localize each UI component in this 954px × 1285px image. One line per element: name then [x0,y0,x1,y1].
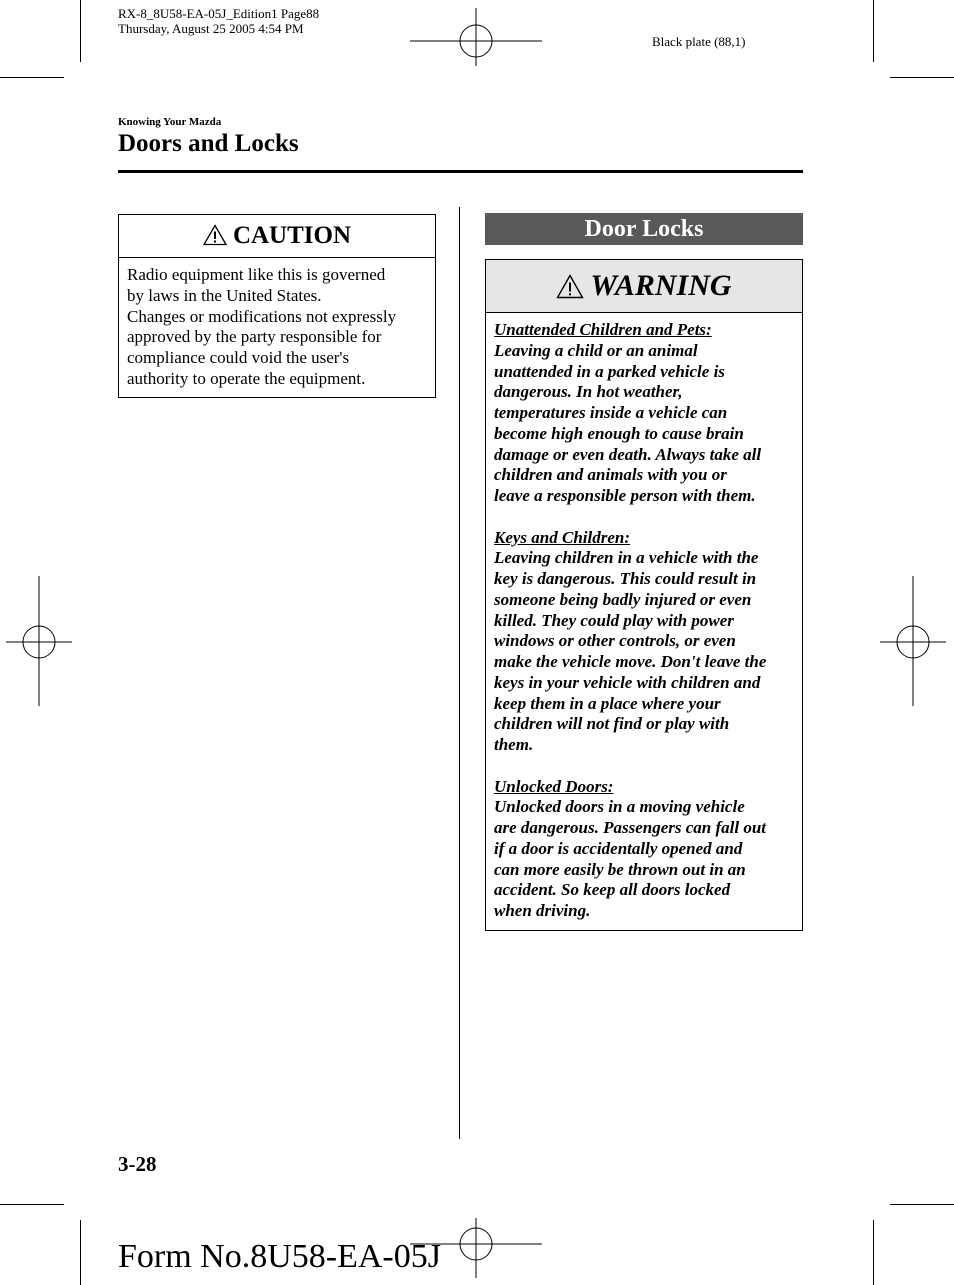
registration-mark-left [6,576,72,706]
warning-line: become high enough to cause brain [494,423,744,443]
warning-line: leave a responsible person with them. [494,486,756,505]
door-locks-heading: Door Locks [485,213,803,245]
print-info [118,6,319,36]
caution-body [119,258,435,397]
crop-mark [873,1220,874,1285]
warning-line: when driving. [494,901,591,920]
warning-line: someone being badly injured or even [494,589,752,609]
section-label: Knowing Your Mazda [118,116,222,128]
warning-line: killed. They could play with power [494,610,734,630]
warning-line: make the vehicle move. Don't leave the [494,652,767,671]
title-rule [118,170,803,173]
print-info-line2: Thursday, August 25 2005 4:54 PM [118,21,304,36]
warning-subheading: Unattended Children and Pets: [494,320,712,339]
crop-mark [0,1204,64,1205]
crop-mark [890,77,954,78]
warning-line: key is dangerous. This could result in [494,569,757,588]
caution-line: Radio equipment like this is governed [127,265,386,284]
crop-mark [0,77,64,78]
crop-mark [80,1220,81,1285]
crop-mark [80,0,81,62]
warning-line: them. [494,735,534,754]
print-info-line1: RX-8_8U58-EA-05J_Edition1 Page88 [118,6,320,21]
warning-title: WARNING [590,269,732,302]
page-title: Doors and Locks [118,130,299,157]
caution-box [118,214,436,398]
warning-line: dangerous. In hot weather, [494,382,683,402]
warning-line: accident. So keep all doors locked [494,880,731,900]
warning-subheading: Unlocked Doors: [494,776,614,796]
registration-mark-top [410,8,542,66]
warning-triangle-icon [203,224,227,246]
caution-line: by laws in the United States. [127,285,322,305]
page-number: 3-28 [118,1152,157,1176]
caution-line: Changes or modifications not expressly [127,306,397,326]
caution-line: approved by the party responsible for [127,327,382,347]
warning-line: are dangerous. Passengers can fall out [494,818,767,837]
warning-line: keys in your vehicle with children and [494,672,761,692]
warning-line: windows or other controls, or even [494,631,736,651]
warning-section-keys [494,528,794,756]
caution-line: authority to operate the equipment. [127,368,366,388]
warning-line: keep them in a place where your [494,693,721,713]
warning-subheading: Keys and Children: [494,527,631,547]
registration-mark-right [880,576,946,706]
column-divider [459,207,460,1139]
paragraph-gap [494,756,794,777]
form-number: Form No.8U58-EA-05J [118,1238,441,1275]
warning-line: Leaving children in a vehicle with the [494,548,759,568]
warning-line: temperatures inside a vehicle can [494,403,728,422]
warning-line: unattended in a parked vehicle is [494,361,725,381]
caution-line: compliance could void the user's [127,348,350,368]
warning-line: Leaving a child or an animal [494,340,698,360]
warning-line: children and animals with you or [494,465,727,485]
warning-triangle-icon [556,274,584,299]
warning-section-unattended [494,320,794,507]
warning-box [485,259,803,931]
warning-line: damage or even death. Always take all [494,444,762,464]
paragraph-gap [494,507,794,528]
warning-line: children will not find or play with [494,714,730,734]
plate-label: Black plate (88,1) [652,34,746,49]
crop-mark [890,1204,954,1205]
crop-mark [873,0,874,62]
warning-header [486,260,802,313]
warning-line: if a door is accidentally opened and [494,838,743,858]
warning-line: can more easily be thrown out in an [494,859,746,879]
warning-body [486,313,802,922]
warning-line: Unlocked doors in a moving vehicle [494,797,745,817]
warning-section-unlocked [494,777,794,922]
caution-header [119,215,435,258]
caution-title: CAUTION [232,222,352,249]
